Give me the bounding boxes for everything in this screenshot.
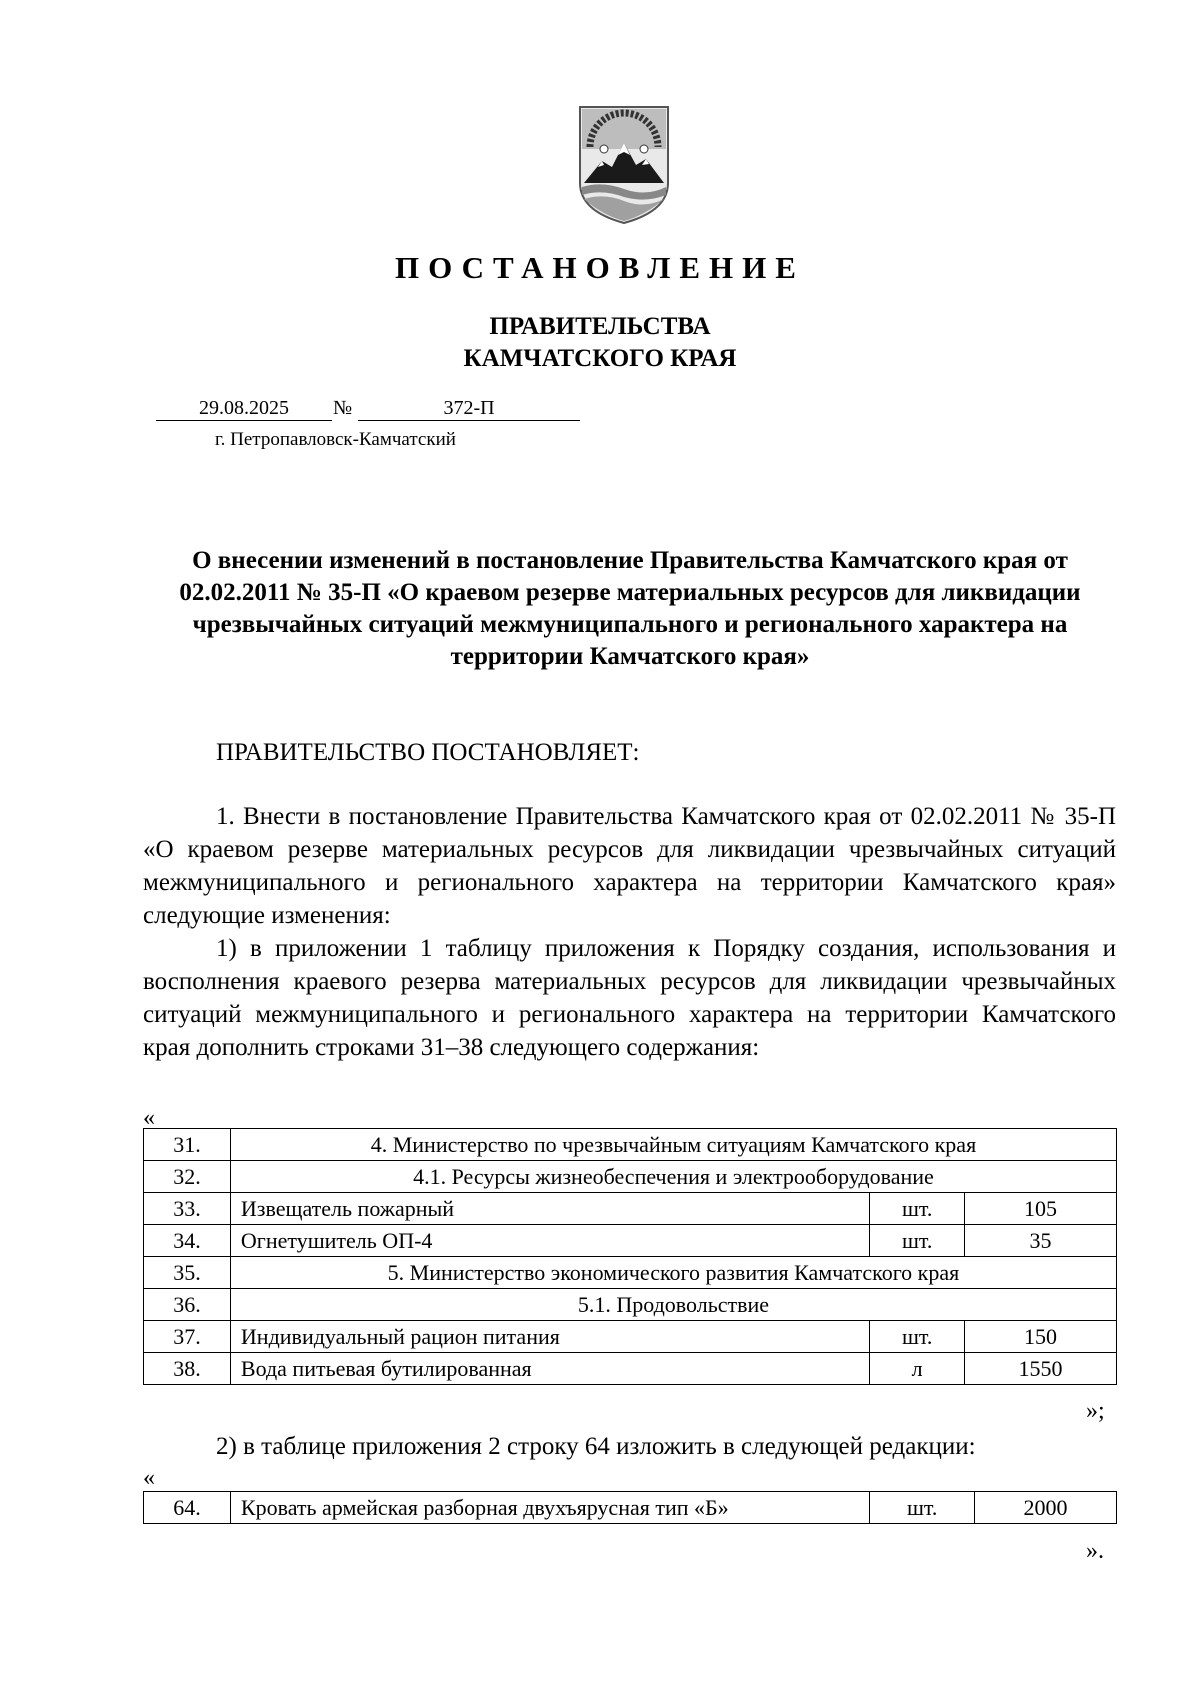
section-heading: 4. Министерство по чрезвычайным ситуациям Камчатского края (230, 1129, 1116, 1161)
item-quantity: 1550 (965, 1353, 1117, 1385)
item-quantity: 105 (965, 1193, 1117, 1225)
resources-table-2 (143, 1491, 1117, 1524)
document-number: 372-П (358, 396, 580, 421)
resources-table-1 (143, 1128, 1117, 1385)
item-quantity: 35 (965, 1225, 1117, 1257)
item-name: Кровать армейская разборная двухъярусная тип «Б» (230, 1492, 869, 1524)
row-number: 64. (144, 1492, 231, 1524)
document-title: О внесении изменений в постановление Правительства Камчатского края от 02.02.2011 № 35-П «О краевом резерве материальных ресурсов для ликвидации чрезвычайных ситуаций межмуниципального и регионального характера на территории Камчатского края» (179, 547, 1081, 670)
row-number: 33. (144, 1193, 231, 1225)
document-type-heading: ПОСТАНОВЛЕНИЕ (395, 250, 805, 285)
table-row (144, 1492, 1117, 1524)
opening-quote: « (143, 1105, 155, 1131)
item-unit: шт. (870, 1225, 965, 1257)
table-row (144, 1289, 1117, 1321)
item-name: Извещатель пожарный (230, 1193, 869, 1225)
document-city: г. Петропавловск-Камчатский (215, 429, 456, 450)
coat-of-arms-icon (576, 103, 672, 227)
item-unit: л (870, 1353, 965, 1385)
row-number: 37. (144, 1321, 231, 1353)
table-row (144, 1321, 1117, 1353)
table-row (144, 1257, 1117, 1289)
item-unit: шт. (870, 1321, 965, 1353)
table-row (144, 1161, 1117, 1193)
table-row (144, 1129, 1117, 1161)
row-number: 35. (144, 1257, 231, 1289)
row-number: 38. (144, 1353, 231, 1385)
row-number: 31. (144, 1129, 231, 1161)
row-number: 36. (144, 1289, 231, 1321)
item-unit: шт. (870, 1193, 965, 1225)
paragraph-1: 1. Внести в постановление Правительства Камчатского края от 02.02.2011 № 35-П «О краевом резерве материальных ресурсов для ликвидации чрезвычайных ситуаций межмуниципального и регионального характера на территории Камчатского края» следующие изменения: (143, 803, 1116, 929)
subparagraph-2: 2) в таблице приложения 2 строку 64 изложить в следующей редакции: (216, 1433, 976, 1460)
number-sign: № (333, 397, 353, 419)
section-heading: 5. Министерство экономического развития Камчатского края (230, 1257, 1116, 1289)
item-name: Огнетушитель ОП-4 (230, 1225, 869, 1257)
closing-quote: ». (1086, 1538, 1104, 1564)
government-name-line-2: КАМЧАТСКОГО КРАЯ (463, 345, 737, 372)
item-quantity: 150 (965, 1321, 1117, 1353)
closing-quote: »; (1086, 1398, 1105, 1424)
table-row (144, 1225, 1117, 1257)
item-name: Вода питьевая бутилированная (230, 1353, 869, 1385)
row-number: 34. (144, 1225, 231, 1257)
item-quantity: 2000 (975, 1492, 1117, 1524)
row-number: 32. (144, 1161, 231, 1193)
government-name-line-1: ПРАВИТЕЛЬСТВА (489, 313, 711, 340)
document-date: 29.08.2025 (156, 396, 332, 421)
section-heading: 4.1. Ресурсы жизнеобеспечения и электрооборудование (230, 1161, 1116, 1193)
subparagraph-1: 1) в приложении 1 таблицу приложения к Порядку создания, использования и восполнения краевого резерва материальных ресурсов для ликвидации чрезвычайных ситуаций межмуниципального и регионального характера на территории Камчатского края дополнить строками 31–38 следующего содержания: (143, 935, 1116, 1061)
section-heading: 5.1. Продовольствие (230, 1289, 1116, 1321)
opening-quote: « (143, 1465, 155, 1491)
table-row (144, 1193, 1117, 1225)
table-row (144, 1353, 1117, 1385)
item-unit: шт. (870, 1492, 975, 1524)
item-name: Индивидуальный рацион питания (230, 1321, 869, 1353)
government-decrees: ПРАВИТЕЛЬСТВО ПОСТАНОВЛЯЕТ: (216, 739, 640, 766)
